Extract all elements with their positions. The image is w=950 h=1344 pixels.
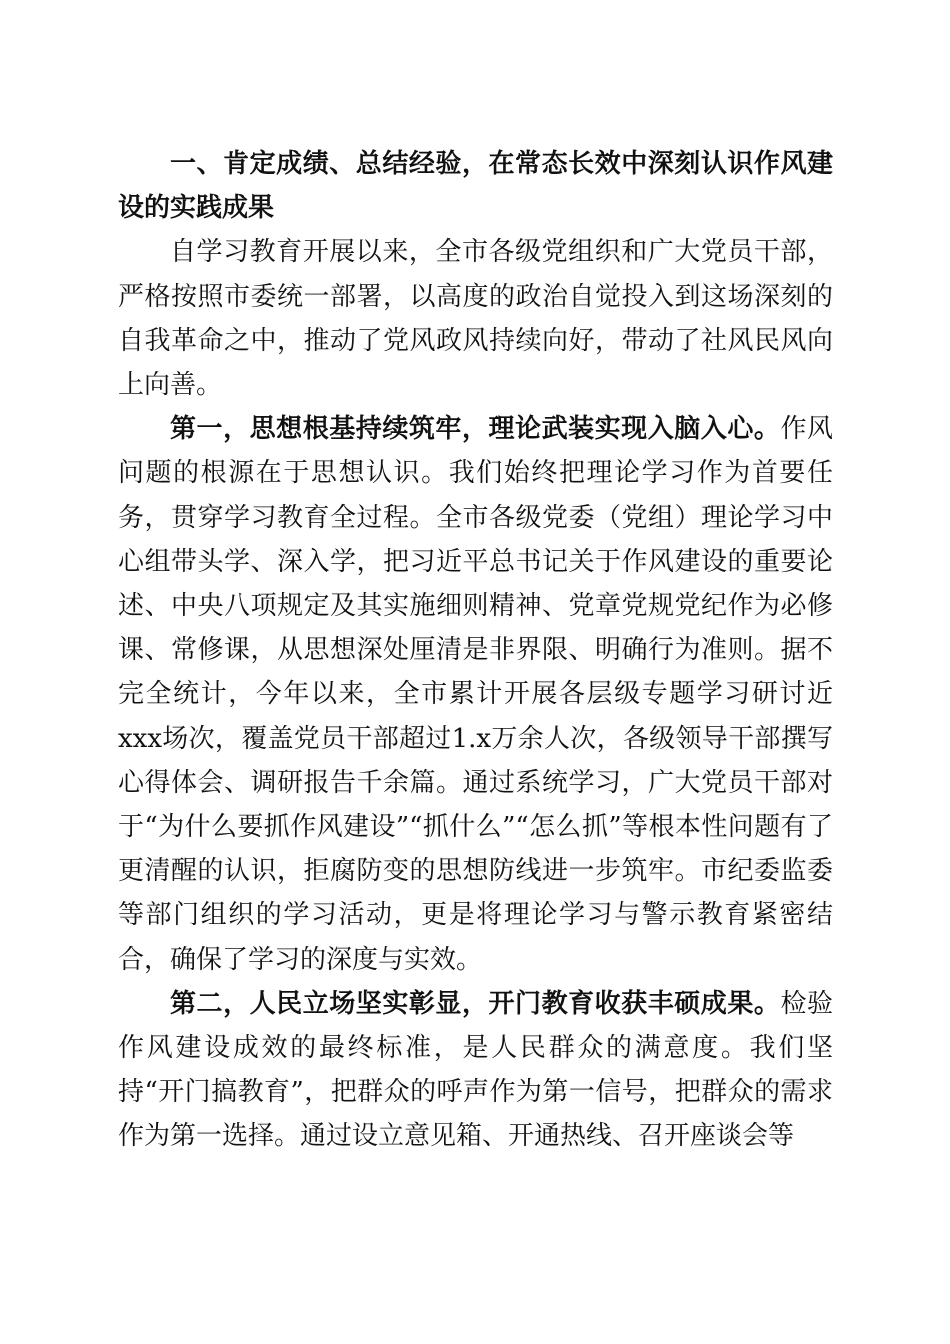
- section-heading: 一、肯定成绩、总结经验，在常态长效中深刻认识作风建设的实践成果: [118, 149, 833, 224]
- paragraph-lead: 第二，人民立场坚实彰显，开门教育收获丰硕成果。: [170, 988, 781, 1019]
- paragraph-intro: [118, 230, 833, 407]
- paragraph-lead: 第一，思想根基持续筑牢，理论武装实现入脑入心。: [170, 414, 781, 445]
- document-body: [118, 142, 833, 1159]
- paragraph-body: 检验作风建设成效的最终标准，是人民群众的满意度。我们坚持“开门搞教育”，把群众的呼声作为第一信号，把群众的需求作为第一选择。通过设立意见箱、开通热线、召开座谈会等: [118, 988, 833, 1152]
- paragraph-body: 作风问题的根源在于思想认识。我们始终把理论学习作为首要任务，贯穿学习教育全过程。全市各级党委（党组）理论学习中心组带头学、深入学，把习近平总书记关于作风建设的重要论述、中央八项规定及其实施细则精神、党章党规党纪作为必修课、常修课，从思想深处厘清是非界限、明确行为准则。据不完全统计，今年以来，全市累计开展各层级专题学习研讨近xxx场次，覆盖党员干部超过1.x万余人次，各级领导干部撰写心得体会、调研报告千余篇。通过系统学习，广大党员干部对于“为什么要抓作风建设”“抓什么”“怎么抓”等根本性问题有了更清醒的认识，拒腐防变的思想防线进一步筑牢。市纪委监委等部门组织的学习活动，更是将理论学习与警示教育紧密结合，确保了学习的深度与实效。: [118, 414, 833, 975]
- paragraph-point-2: [118, 982, 833, 1159]
- paragraph-body: 自学习教育开展以来，全市各级党组织和广大党员干部，严格按照市委统一部署，以高度的政治自觉投入到这场深刻的自我革命之中，推动了党风政风持续向好，带动了社风民风向上向善。: [118, 237, 833, 401]
- paragraph-point-1: [118, 407, 833, 982]
